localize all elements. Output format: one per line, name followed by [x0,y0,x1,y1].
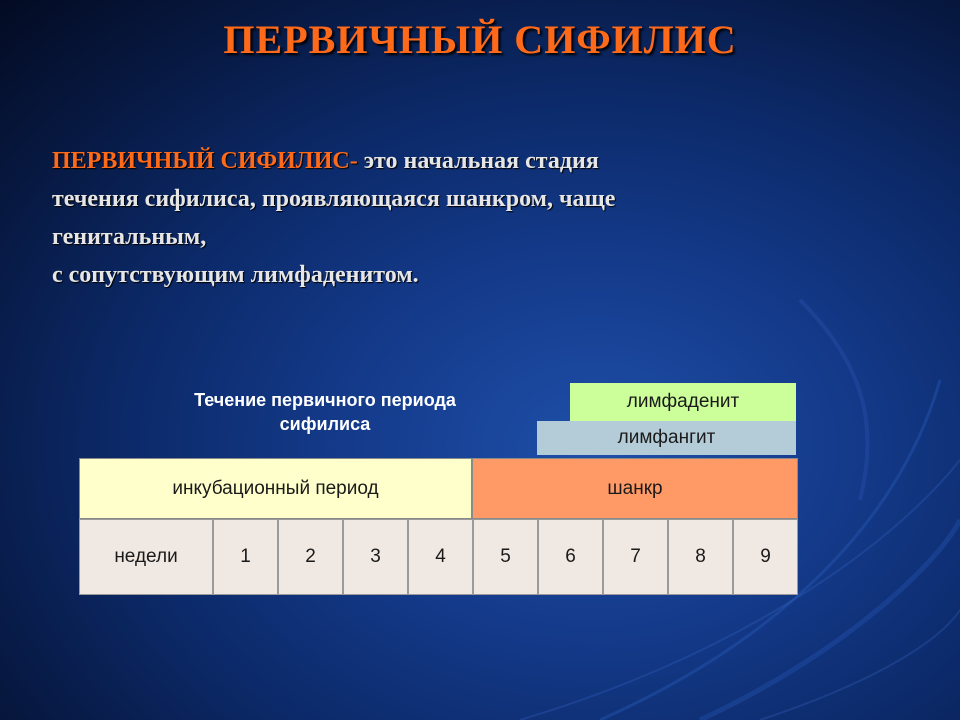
definition-line-3: генитальным, [52,224,207,250]
periods-row [79,458,798,519]
table-caption-line-1: Течение первичного периода [194,390,456,410]
definition-line-4: с сопутствующим лимфаденитом. [52,262,419,288]
definition-line-2: течения сифилиса, проявляющаяся шанкром, чаще [52,186,616,212]
week-cell-9: 9 [733,519,798,595]
week-cell-2: 2 [278,519,343,595]
definition-term: ПЕРВИЧНЫЙ СИФИЛИС- [52,148,358,174]
definition-text [52,142,812,294]
week-cell-7: 7 [603,519,668,595]
weeks-label-cell: недели [79,519,213,595]
week-cell-5: 5 [473,519,538,595]
week-cell-1: 1 [213,519,278,595]
table-caption [120,388,530,436]
chancre-cell: шанкр [472,458,798,519]
table-caption-line-2: сифилиса [279,414,371,434]
weeks-row [79,519,798,595]
lymphangitis-bar: лимфангит [537,421,796,455]
week-cell-4: 4 [408,519,473,595]
incubation-period-cell: инкубационный период [79,458,472,519]
slide-title: ПЕРВИЧНЫЙ СИФИЛИС [223,17,737,62]
definition-line-1 [52,142,812,180]
definition-line-1-rest: это начальная стадия [357,148,599,174]
lymphadenitis-bar: лимфаденит [570,383,796,421]
week-cell-6: 6 [538,519,603,595]
week-cell-3: 3 [343,519,408,595]
week-cell-8: 8 [668,519,733,595]
